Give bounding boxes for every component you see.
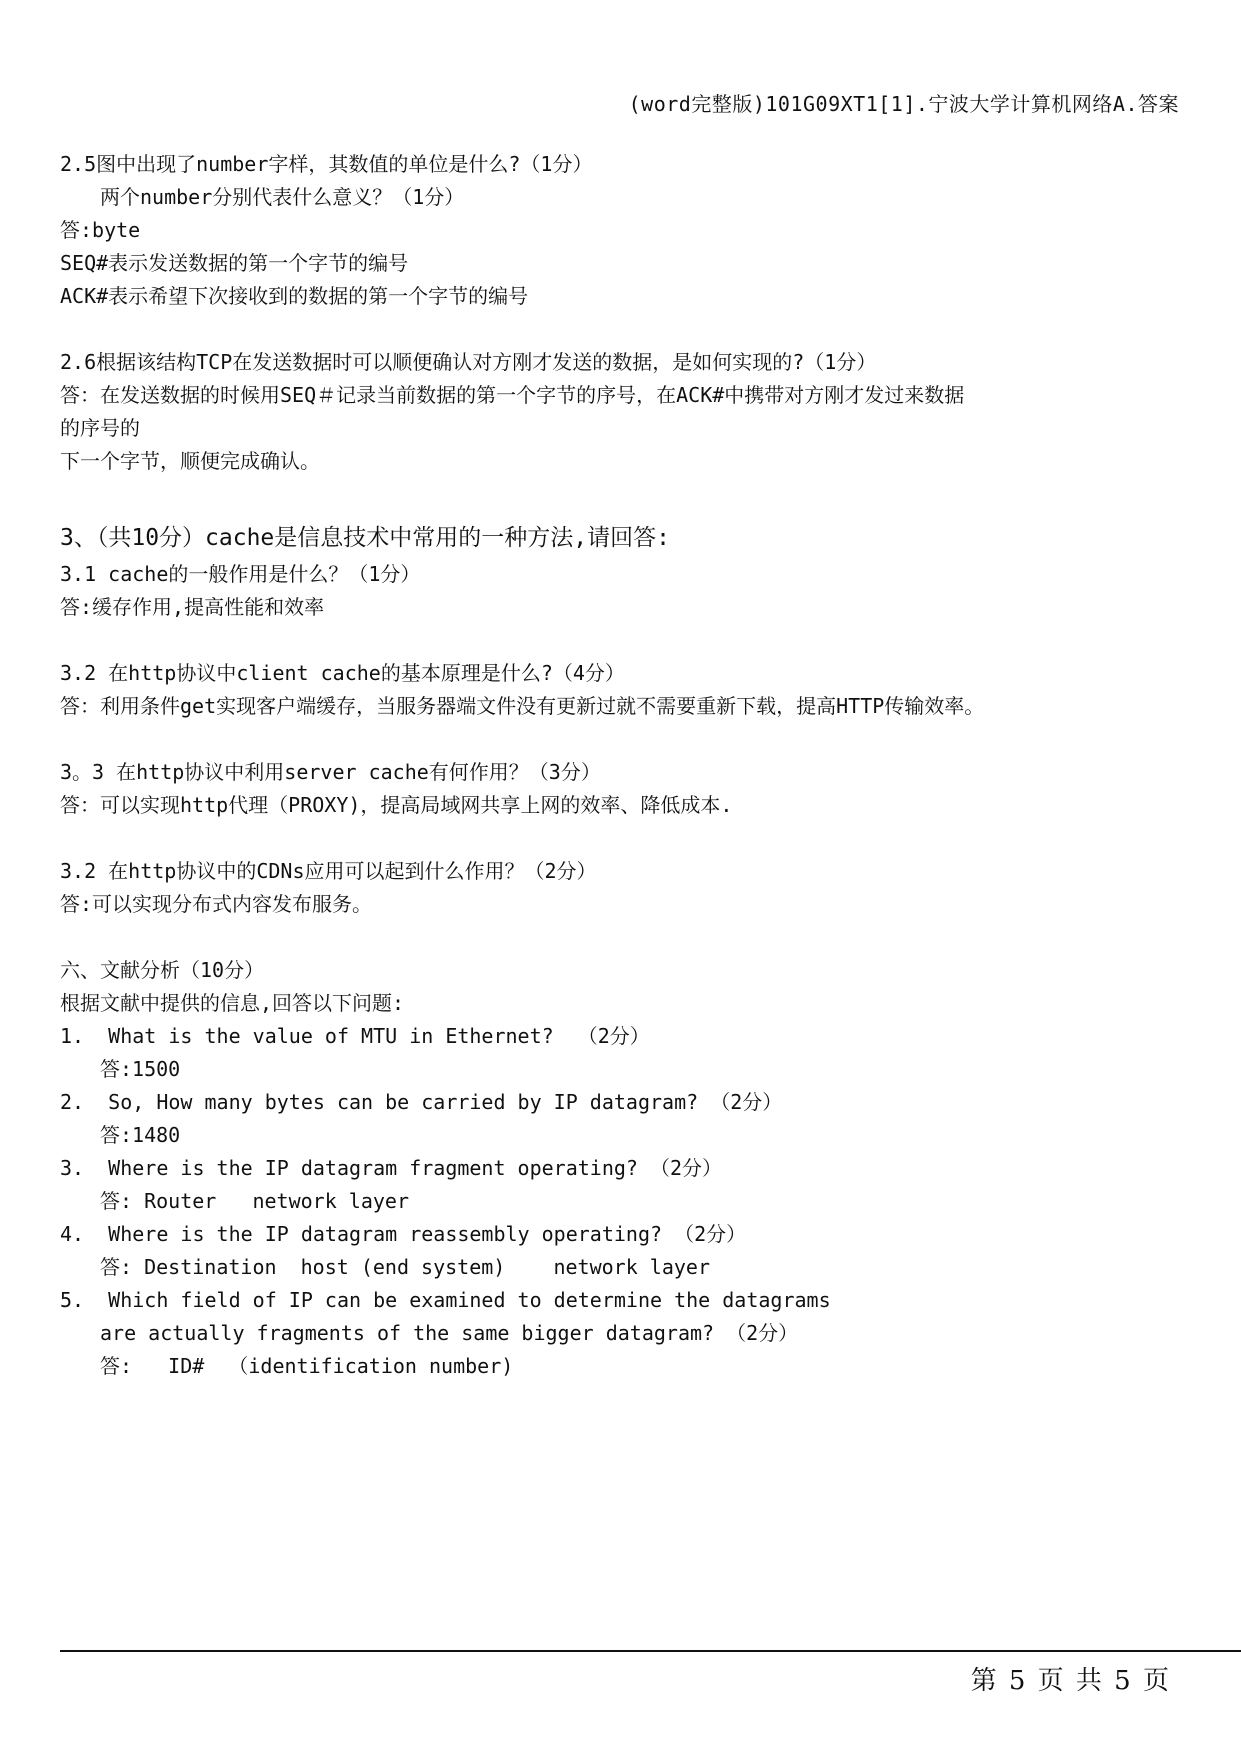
question-2-5: 2.5图中出现了number字样，其数值的单位是什么?（1分） xyxy=(60,152,593,176)
answer-2-6-line1: 答：在发送数据的时候用SEQ＃记录当前数据的第一个字节的序号，在ACK#中携带对方刚才发过来数据 xyxy=(60,383,965,407)
answer-2-6-line3: 下一个字节，顺便完成确认。 xyxy=(60,449,320,473)
document-body xyxy=(60,148,1190,1383)
answer-2-6-line2: 的序号的 xyxy=(60,416,140,440)
answer-2-5-ack: ACK#表示希望下次接收到的数据的第一个字节的编号 xyxy=(60,284,529,308)
answer-3-3: 答：可以实现http代理（PROXY)，提高局域网共享上网的效率、降低成本. xyxy=(60,793,733,817)
section-6-intro: 根据文献中提供的信息,回答以下问题: xyxy=(60,991,405,1015)
question-3-3: 3。3 在http协议中利用server cache有何作用？（3分） xyxy=(60,760,601,784)
footer-divider xyxy=(60,1650,1241,1652)
question-3-1: 3.1 cache的一般作用是什么？（1分） xyxy=(60,562,421,586)
question-6-2: 2. So, How many bytes can be carried by IP datagram? （2分） xyxy=(60,1090,783,1114)
question-6-5-line1: 5. Which field of IP can be examined to determine the datagrams xyxy=(60,1288,831,1312)
question-6-1: 1. What is the value of MTU in Ethernet? （2分） xyxy=(60,1024,650,1048)
section-6 xyxy=(60,954,1190,1383)
answer-3-2: 答：利用条件get实现客户端缓存，当服务器端文件没有更新过就不需要重新下载，提高HTTP传输效率。 xyxy=(60,694,985,718)
answer-2-5-seq: SEQ#表示发送数据的第一个字节的编号 xyxy=(60,251,409,275)
section-3 xyxy=(60,518,1190,921)
page-number: 第 5 页 共 5 页 xyxy=(970,1666,1171,1696)
section-2-5 xyxy=(60,148,1190,313)
answer-2-5-unit: 答:byte xyxy=(60,218,141,242)
question-3-4: 3.2 在http协议中的CDNs应用可以起到什么作用？（2分） xyxy=(60,859,597,883)
question-6-5-line2: are actually fragments of the same bigger datagram? （2分） xyxy=(100,1321,799,1345)
question-3-2: 3.2 在http协议中client cache的基本原理是什么?（4分） xyxy=(60,661,625,685)
section-3-title: 3、（共10分）cache是信息技术中常用的一种方法,请回答: xyxy=(60,525,670,551)
page-header: (word完整版)101G09XT1[1].宁波大学计算机网络A.答案 xyxy=(628,92,1179,116)
answer-6-5: 答: ID# （identification number) xyxy=(100,1354,514,1378)
answer-6-3: 答: Router network layer xyxy=(100,1189,409,1213)
question-6-4: 4. Where is the IP datagram reassembly operating? （2分） xyxy=(60,1222,747,1246)
answer-6-4: 答: Destination host (end system) network layer xyxy=(100,1255,711,1279)
question-2-5-sub: 两个number分别代表什么意义？（1分） xyxy=(100,185,465,209)
answer-3-4: 答:可以实现分布式内容发布服务。 xyxy=(60,892,373,916)
answer-3-1: 答:缓存作用,提高性能和效率 xyxy=(60,595,325,619)
question-6-3: 3. Where is the IP datagram fragment operating? （2分） xyxy=(60,1156,723,1180)
section-6-title: 六、文献分析（10分） xyxy=(60,958,265,982)
section-2-6 xyxy=(60,346,1190,478)
answer-6-1: 答:1500 xyxy=(100,1057,181,1081)
question-2-6: 2.6根据该结构TCP在发送数据时可以顺便确认对方刚才发送的数据，是如何实现的?（1分） xyxy=(60,350,877,374)
answer-6-2: 答:1480 xyxy=(100,1123,181,1147)
